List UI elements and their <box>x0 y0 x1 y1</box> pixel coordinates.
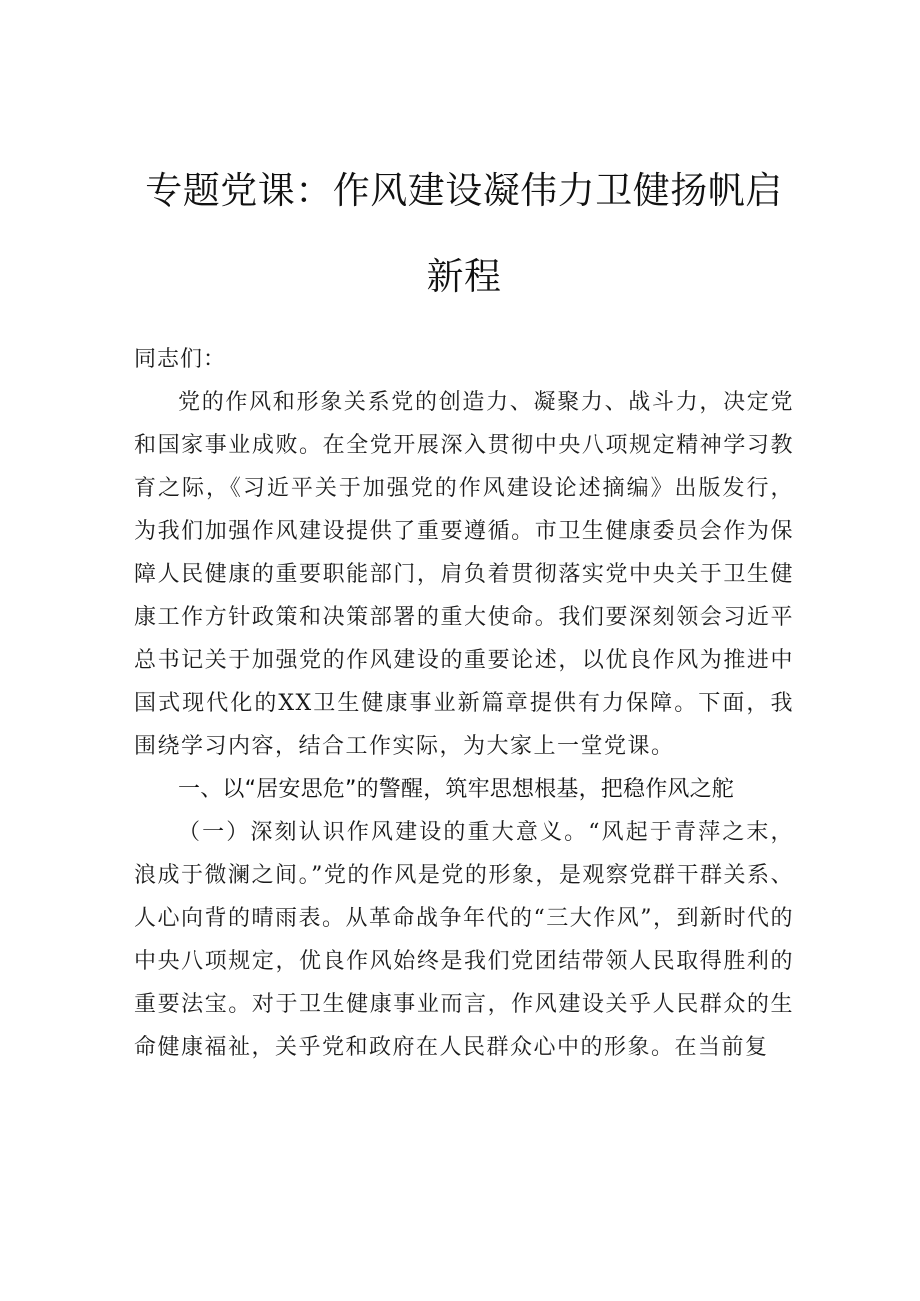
document-title: 专题党课：作风建设凝伟力卫健扬帆启新程 <box>145 169 783 298</box>
section-paragraph-1: （一）深刻认识作风建设的重大意义。“风起于青萍之末，浪成于微澜之间。”党的作风是党的形象，是观察党群干群关系、人心向背的晴雨表。从革命战争年代的“三大作风”，到新时代的中央八项规定，优良作风始终是我们党团结带领人民取得胜利的重要法宝。对于卫生健康事业而言，作风建设关乎人民群众的生命健康福祉，关乎党和政府在人民群众心中的形象。在当前复 <box>134 820 794 1060</box>
document-body <box>134 148 794 1069</box>
intro-paragraph: 党的作风和形象关系党的创造力、凝聚力、战斗力，决定党和国家事业成败。在全党开展深入贯彻中央八项规定精神学习教育之际，《习近平关于加强党的作风建设论述摘编》出版发行，为我们加强作风建设提供了重要遵循。市卫生健康委员会作为保障人民健康的重要职能部门，肩负着贯彻落实党中央关于卫生健康工作方针政策和决策部署的重大使命。我们要深刻领会习近平总书记关于加强党的作风建设的重要论述，以优良作风为推进中国式现代化的XX卫生健康事业新篇章提供有力保障。下面，我围绕学习内容，结合工作实际，为大家上一堂党课。 <box>134 390 794 759</box>
salutation: 同志们： <box>134 347 227 372</box>
section-heading-1: 一、以“居安思危”的警醒，筑牢思想根基，把稳作风之舵 <box>178 777 734 802</box>
